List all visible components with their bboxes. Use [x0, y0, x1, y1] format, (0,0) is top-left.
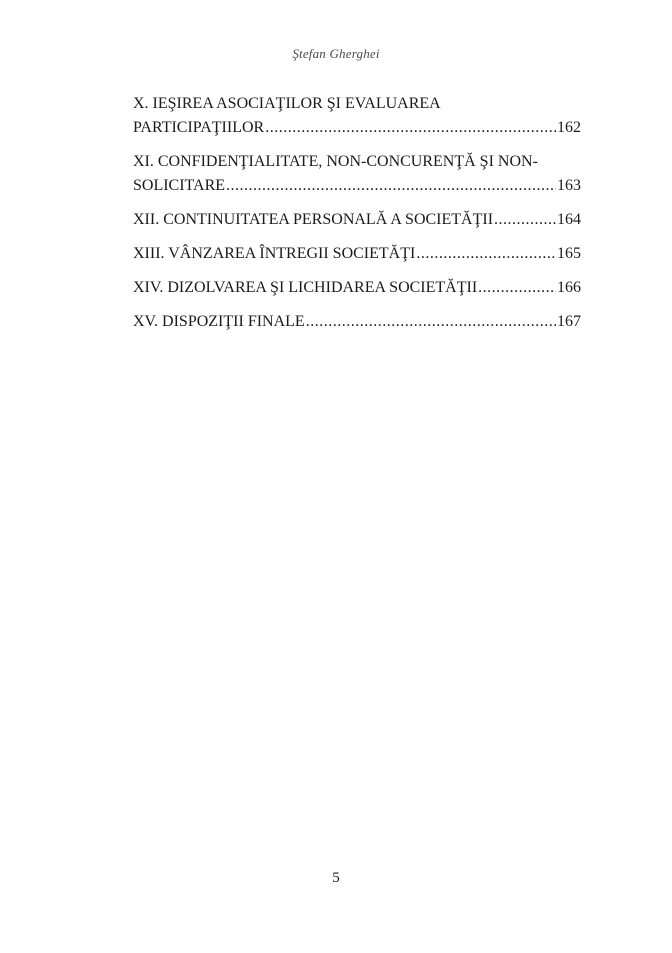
toc-entry [133, 208, 581, 232]
dot-leader [226, 174, 556, 198]
toc-entry-title: XIV. DIZOLVAREA ŞI LICHIDAREA SOCIETĂŢII [133, 279, 478, 296]
toc-page-ref: 166 [557, 279, 581, 296]
toc-entry-title-line: XI. CONFIDENŢIALITATE, NON-CONCURENŢĂ ŞI NON- [133, 153, 538, 170]
dot-leader [306, 310, 556, 334]
toc-entry-title: SOLICITARE [133, 177, 226, 194]
toc-entry-title-line: X. IEŞIREA ASOCIAŢILOR ŞI EVALUAREA [133, 95, 441, 112]
toc-entry-title: XIII. VÂNZAREA ÎNTREGII SOCIETĂŢI [133, 245, 416, 262]
toc-entry [133, 150, 581, 198]
table-of-contents [133, 92, 581, 344]
toc-page-ref: 162 [557, 119, 581, 136]
dot-leader [478, 276, 556, 300]
running-header: Ştefan Gherghei [292, 46, 380, 61]
page-number: 5 [332, 870, 340, 886]
dot-leader [416, 242, 556, 266]
toc-entry [133, 92, 581, 140]
toc-page-ref: 164 [557, 211, 581, 228]
toc-entry [133, 242, 581, 266]
toc-entry [133, 276, 581, 300]
dot-leader [265, 116, 556, 140]
dot-leader [494, 208, 556, 232]
toc-entry [133, 310, 581, 334]
toc-entry-title: XV. DISPOZIŢII FINALE [133, 313, 305, 330]
toc-entry-title: XII. CONTINUITATEA PERSONALĂ A SOCIETĂŢII [133, 211, 494, 228]
toc-page-ref: 165 [557, 245, 581, 262]
toc-page-ref: 167 [557, 313, 581, 330]
toc-page-ref: 163 [557, 177, 581, 194]
toc-entry-title: PARTICIPAŢIILOR [133, 119, 265, 136]
